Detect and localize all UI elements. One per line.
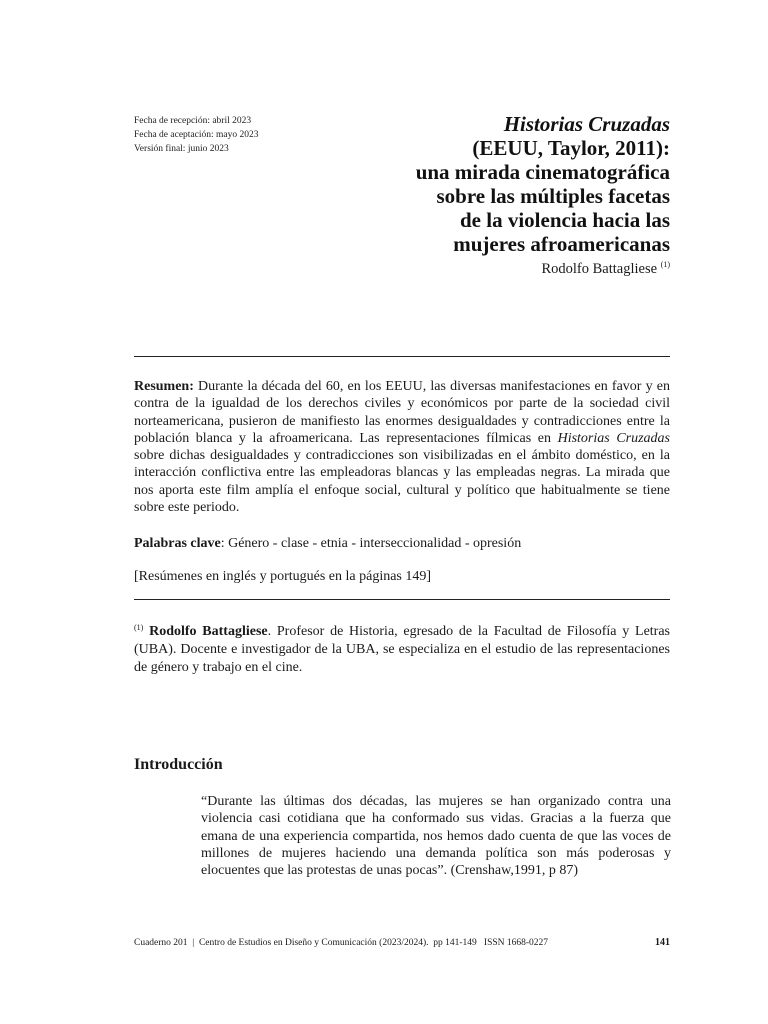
final-version-date: Versión final: junio 2023 (134, 144, 229, 154)
footnote-text: . Profesor de Historia, egresado de la Facultad de Filosofía y Letras (UBA). Docente e investigador de la UBA, se especializa en el estudio de las representaciones de género y trabajo en el cine. (134, 624, 670, 675)
summaries-note: [Resúmenes en inglés y portugués en la páginas 149] (134, 569, 432, 584)
title-film-name: Historias Cruzadas (503, 112, 670, 136)
section-heading-introduction: Introducción (134, 756, 223, 773)
keywords (134, 535, 670, 553)
reception-date: Fecha de recepción: abril 2023 (134, 116, 252, 126)
submission-dates (134, 114, 259, 156)
author-footnote-mark[interactable]: (1) (660, 260, 670, 269)
footer-citation: Cuaderno 201 | Centro de Estudios en Diseño y Comunicación (2023/2024). pp 141-149 ISSN 1668-0227 (134, 938, 549, 948)
abstract-label: Resumen: (134, 379, 194, 394)
footnote-rule (134, 599, 670, 600)
keywords-text: : Género - clase - etnia - interseccionalidad - opresión (220, 536, 522, 551)
article-title (310, 112, 670, 256)
title-line: (EEUU, Taylor, 2011): (472, 136, 670, 160)
abstract-text-2: sobre dichas desigualdades y contradicciones son visibilizadas en el ámbito doméstico, en la interacción conflictiva entre las empleadoras blancas y las empleadas negras. La mirada que nos aporta este film amplía el enfoque social, cultural y político que habitualmente se tiene sobre este periodo. (134, 448, 670, 516)
page-footer (134, 937, 670, 949)
author-footnote (134, 619, 670, 677)
title-line: mujeres afroamericanas (453, 232, 670, 256)
title-line: sobre las múltiples facetas (436, 184, 670, 208)
abstract-text-1: Durante la década del 60, en los EEUU, las diversas manifestaciones en favor y en contra de la igualdad de los derechos civiles y económicos por parte de la sociedad civil norteamericana, pusieron de manifiesto las enormes desigualdades y contradicciones entre la población blanca y la afroamericana. Las representaciones fílmicas en (134, 379, 670, 446)
abstract (134, 378, 670, 516)
title-line: de la violencia hacia las (460, 208, 670, 232)
footnote-author-name: Rodolfo Battagliese (149, 624, 268, 639)
author-line (310, 256, 670, 278)
block-quote: “Durante las últimas dos décadas, las mujeres se han organizado contra una violencia casi cotidiana que ha conformado sus vidas. Gracias a la fuerza que emana de una experiencia compartida, nos hemos dado cuenta de que las voces de millones de mujeres haciendo una demanda política son más poderosas y elocuentes que las protestas de unas pocas”. (Crenshaw,1991, p 87) (201, 794, 671, 879)
top-rule (134, 356, 670, 357)
acceptance-date: Fecha de aceptación: mayo 2023 (134, 130, 259, 140)
title-block (310, 112, 670, 278)
title-line: una mirada cinematográfica (415, 160, 670, 184)
author-name: Rodolfo Battagliese (541, 261, 658, 277)
page-number: 141 (655, 937, 670, 948)
abstract-film-name: Historias Cruzadas (557, 430, 670, 446)
keywords-label: Palabras clave (134, 536, 221, 551)
footnote-mark: (1) (134, 623, 144, 632)
